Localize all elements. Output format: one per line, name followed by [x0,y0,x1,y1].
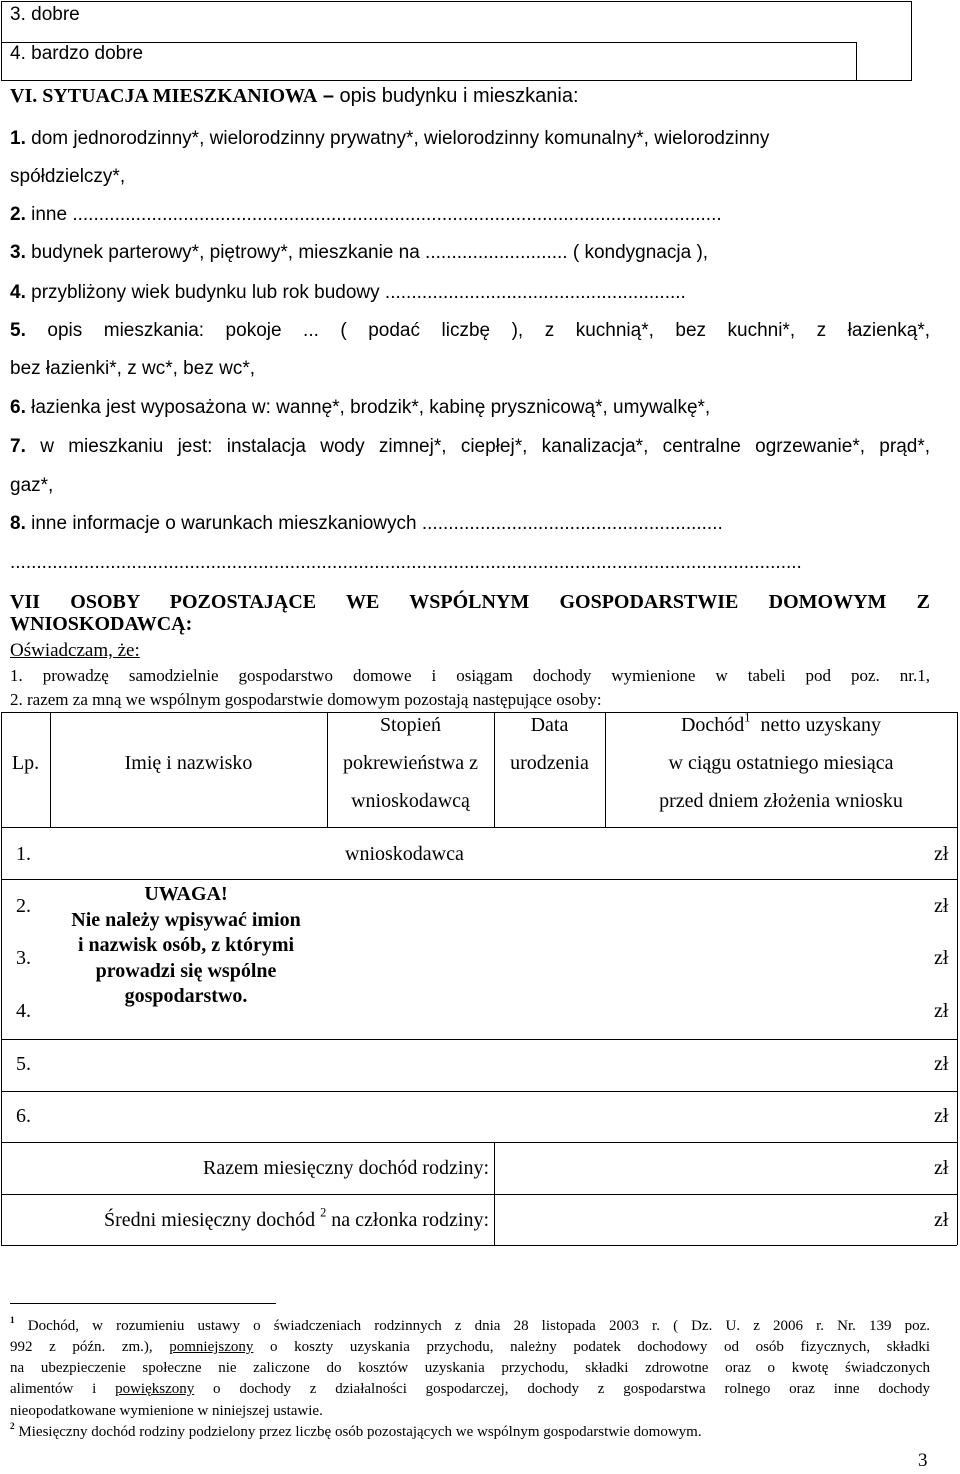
sum-family-currency: zł [934,1157,949,1179]
footnote-1-line3: na ubezpieczenie społeczne nie zaliczone do kosztów uzyskania przychodu, składki zdrowotne oraz o kwotę świadczonych [10,1360,930,1376]
header-birth-1: Data [530,714,569,736]
row-currency: zł [934,1053,949,1075]
row-lp: 4. [16,1000,31,1022]
section7-heading: VII OSOBY POZOSTAJĄCE WE WSPÓLNYM GOSPODARSTWIE DOMOWYM Z [10,591,930,613]
top-options-box [1,1,912,81]
footnote-1-line1: $^1$ Dochód, w rozumieniu ustawy o świadczeniach rodzinnych z dnia 28 listopada 2003 r. ( Dz. U. z 2006 r. Nr. 139 poz. [10,1316,931,1334]
footnote-1-line4: alimentów i powiększony o dochody z działalności gospodarczej, dochody z gospodarstwa rolnego oraz inne dochody [10,1381,930,1397]
header-lp: Lp. [11,752,40,774]
header-relation-3: wnioskodawcą [351,790,470,812]
page-number: 3 [918,1450,928,1471]
avg-income-currency: zł [934,1209,949,1231]
footnote-2: $^2$ Miesięczny dochód rodziny podzielony przez liczbę osób pozostających we wspólnym gospodarstwie domowym. [10,1422,702,1440]
warning-line: prowadzi się wspólne [95,959,277,982]
header-relation-1: Stopień [379,714,442,736]
row-lp: 3. [16,947,31,969]
list-item: 1. dom jednorodzinny*, wielorodzinny prywatny*, wielorodzinny komunalny*, wielorodzinny [10,128,770,149]
header-birth-2: urodzenia [510,752,589,774]
list-item: spółdzielczy*, [10,166,126,187]
footnote-1-line5: nieopodatkowane wymienione w niniejszej ustawie. [10,1403,323,1419]
header-relation-2: pokrewieństwa z [343,752,478,774]
row-lp: 6. [16,1105,31,1127]
section6-heading: VI. SYTUACJA MIESZKANIOWA – opis budynku i mieszkania: [10,85,579,107]
declaration-point-2: 2. razem za mną we wspólnym gospodarstwie domowym pozostają następujące osoby: [10,690,602,709]
list-item: 7. w mieszkaniu jest: instalacja wody zimnej*, ciepłej*, kanalizacja*, centralne ogrzewanie*, prąd*, [10,436,931,457]
footnote-separator [10,1303,276,1304]
section7-heading-line2: WNIOSKODAWCĄ: [10,613,193,635]
declaration-point-1: 1. prowadzę samodzielnie gospodarstwo domowe i osiągam dochody wymienione w tabeli pod poz. nr.1, [10,666,930,685]
row-currency: zł [934,1000,949,1022]
footnote-1-line2: 992 z późn. zm.), pomniejszony o koszty uzyskania przychodu, należny podatek dochodowy od osób fizycznych, składki [10,1339,930,1355]
list-item: 3. budynek parterowy*, piętrowy*, mieszkanie na ........................... ( kondygnacja ), [10,242,709,263]
warning-note [55,882,317,1010]
list-item: ...................................................................................................................................................... [10,552,802,573]
list-item: bez łazienki*, z wc*, bez wc*, [10,358,255,379]
row-relation: wnioskodawca [345,843,464,865]
list-item: 2. inne ........................................................................................................................... [10,204,722,225]
list-item: gaz*, [10,475,54,496]
list-item: 4. przybliżony wiek budynku lub rok budowy ......................................................... [10,282,686,303]
option-dobre: 3. dobre [10,4,80,25]
sum-family-label: Razem miesięczny dochód rodziny: [202,1157,489,1179]
header-income-2: w ciągu ostatniego miesiąca [668,752,894,774]
row-currency: zł [934,947,949,969]
row-lp: 1. [16,843,31,865]
warning-line: gospodarstwo. [124,985,248,1007]
row-currency: zł [934,1105,949,1127]
row-currency: zł [934,843,949,865]
list-item: 5. opis mieszkania: pokoje ... ( podać liczbę ), z kuchnią*, bez kuchni*, z łazienką*, [10,320,931,341]
warning-title: UWAGA! [144,883,228,905]
warning-line: Nie należy wpisywać imion [71,908,301,931]
avg-income-label: Średni miesięczny dochód $^2$ na członka rodziny: [104,1205,489,1231]
row-lp: 5. [16,1053,31,1075]
list-item: 8. inne informacje o warunkach mieszkaniowych ......................................................... [10,513,723,534]
header-income-1: Dochód$^1$ netto uzyskany [680,710,882,736]
header-income-3: przed dniem złożenia wniosku [659,790,903,812]
row-lp: 2. [16,895,31,917]
list-item: 6. łazienka jest wyposażona w: wannę*, brodzik*, kabinę prysznicową*, umywalkę*, [10,397,711,418]
warning-line: i nazwisk osób, z którymi [77,934,295,956]
row-currency: zł [934,895,949,917]
option-bardzo-dobre: 4. bardzo dobre [10,43,144,64]
declaration-label: Oświadczam, że: [10,640,140,661]
header-name: Imię i nazwisko [124,752,253,774]
